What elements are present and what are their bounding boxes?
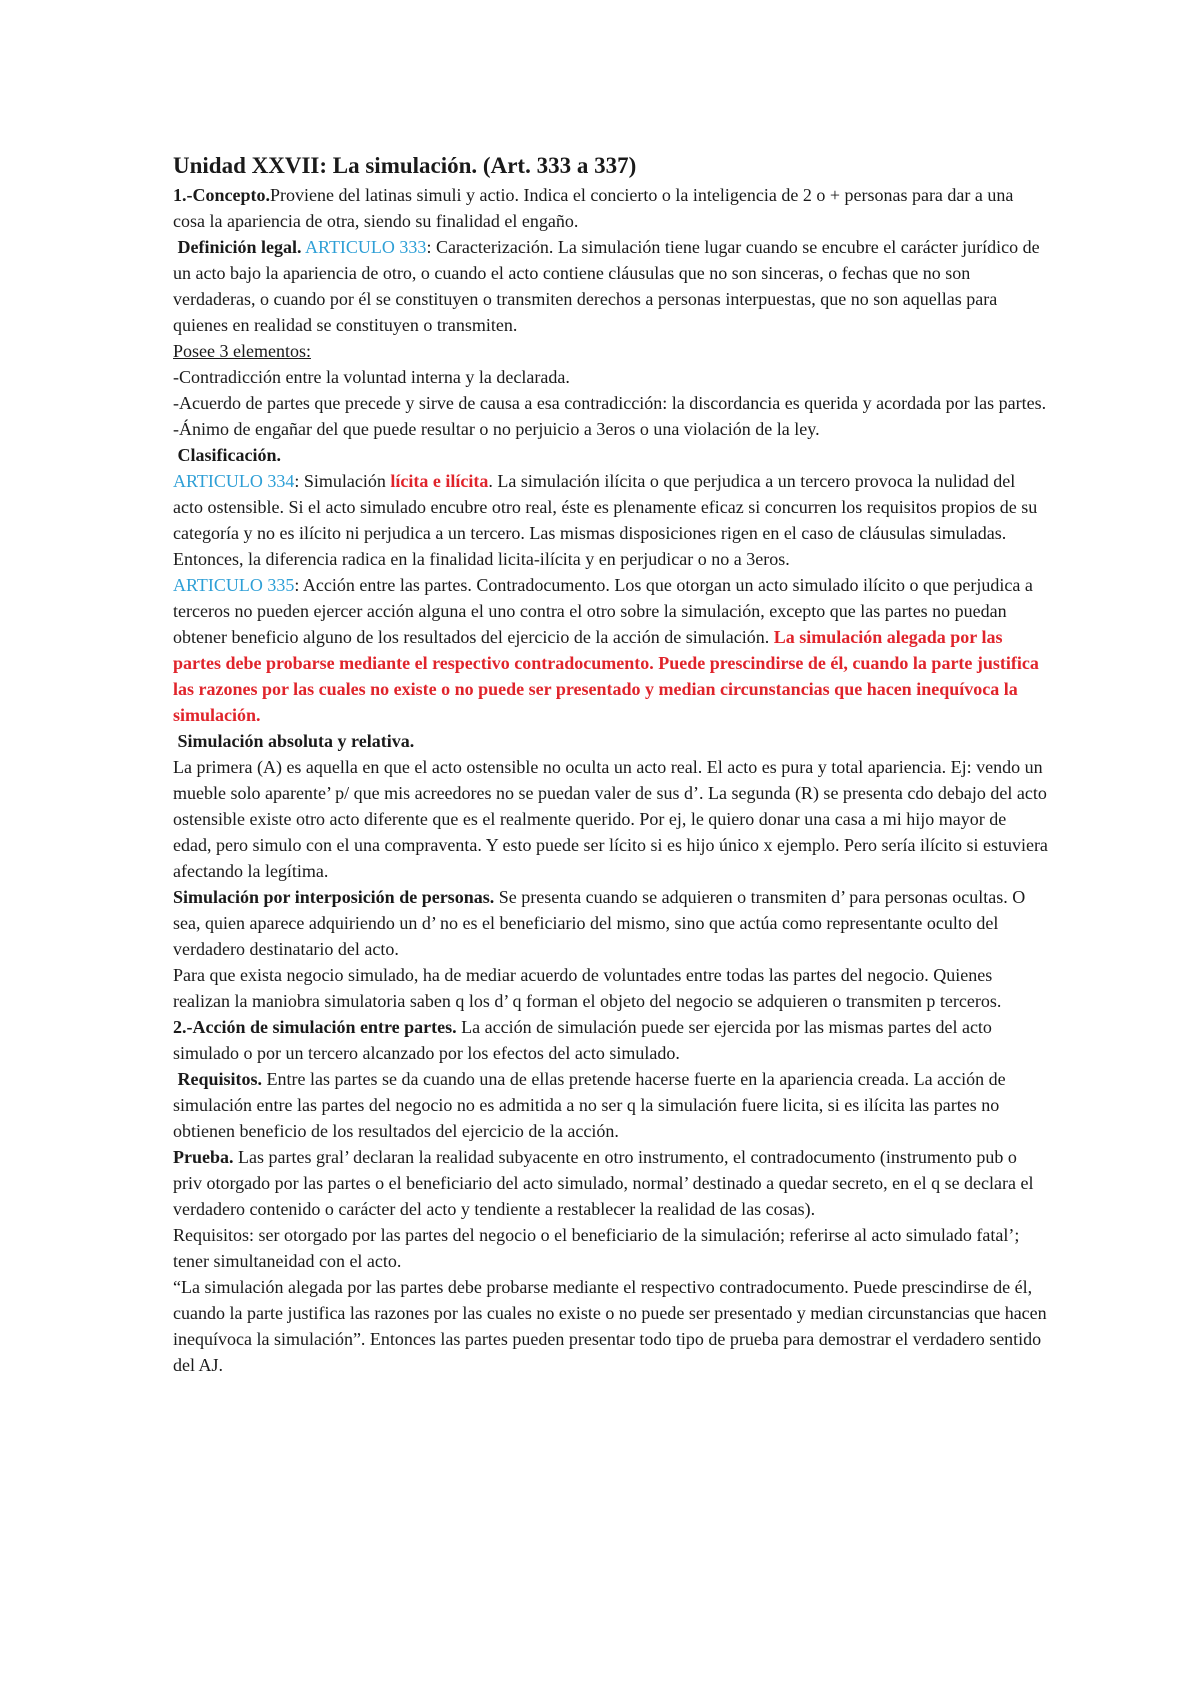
paragraph-article-335	[173, 572, 1048, 728]
clasificacion-heading	[173, 442, 1048, 468]
paragraph-absoluta: La primera (A) es aquella en que el acto ostensible no oculta un acto real. El acto es pura y total apariencia. Ej: vendo un mueble solo aparente’ p/ que mis acreedores no se puedan valer de sus d’. La segunda (R) se presenta cdo debajo del acto ostensible existe otro acto diferente que es el realmente querido. Por ej, le quiero donar una casa a mi hijo mayor de edad, pero simulo con el una compraventa. Y esto puede ser lícito si es hijo único x ejemplo. Pero sería ilícito si estuviera afectando la legítima.	[173, 757, 1048, 881]
prueba-label: Prueba.	[173, 1147, 234, 1167]
elemento-item-3: -Ánimo de engañar del que puede resultar o no perjuicio a 3eros o una violación de la ley.	[173, 419, 820, 439]
paragraph-interposicion	[173, 884, 1048, 962]
paragraph-requisitos	[173, 1066, 1048, 1144]
accion-text: La acción de simulación puede ser ejercida por las mismas partes del acto simulado o por un tercero alcanzado por los efectos del acto simulado.	[173, 1017, 992, 1063]
paragraph-article-334	[173, 468, 1048, 546]
contradocumento-emphasis: La simulación alegada por las partes debe probarse mediante el respectivo contradocumento. Puede prescindirse de él, cuando la parte justifica las razones por las cuales no existe o no puede ser presentado y median circunstancias que hacen inequívoca la simulación.	[173, 627, 1039, 725]
article-334-pre: : Simulación	[294, 471, 391, 491]
paragraph-concepto	[173, 182, 1048, 234]
definicion-label: Definición legal.	[177, 237, 302, 257]
requisitos-label: Requisitos.	[177, 1069, 263, 1089]
article-334-text: . La simulación ilícita o que perjudica a un tercero provoca la nulidad del acto ostensible. Si el acto simulado encubre otro real, éste es plenamente eficaz si concurren los requisitos propios de su categoría y no es ilícito ni perjudica a un tercero. Las mismas disposiciones rigen en el caso de cláusulas simuladas.	[173, 471, 1038, 543]
prueba-text: Las partes gral’ declaran la realidad subyacente en otro instrumento, el contradocumento (instrumento pub o priv otorgado por las partes o el beneficiario del acto simulado, normal’ destinado a quedar secreto, en el q se declara el verdadero contenido o carácter del acto y tendiente a restablecer la realidad de las cosas).	[173, 1147, 1034, 1219]
definicion-text: : Caracterización. La simulación tiene lugar cuando se encubre el carácter jurídico de un acto bajo la apariencia de otro, o cuando el acto contiene cláusulas que no son sinceras, o fechas que no son verdaderas, o cuando por él se constituyen o transmiten derechos a personas interpuestas, que no son aquellas para quienes en realidad se constituyen o transmiten.	[173, 237, 1040, 335]
elemento-item-1: -Contradicción entre la voluntad interna y la declarada.	[173, 367, 570, 387]
document-title: Unidad XXVII: La simulación. (Art. 333 a 337)	[173, 153, 637, 178]
requisitos-text: Entre las partes se da cuando una de ellas pretende hacerse fuerte en la apariencia creada. La acción de simulación entre las partes del negocio no es admitida a no ser q la simulación fuere licita, si es ilícita las partes no obtienen beneficio de los resultados del ejercicio de la acción.	[173, 1069, 1006, 1141]
paragraph-prueba	[173, 1144, 1048, 1222]
interposicion-label: Simulación por interposición de personas.	[173, 887, 495, 907]
paragraph-entonces: Entonces, la diferencia radica en la finalidad licita-ilícita y en perjudicar o no a 3eros.	[173, 549, 790, 569]
paragraph-negocio-simulado: Para que exista negocio simulado, ha de mediar acuerdo de voluntades entre todas las partes del negocio. Quienes realizan la maniobra simulatoria saben q los d’ q forman el objeto del negocio se adquieren o transmiten p terceros.	[173, 965, 1002, 1011]
elementos-heading: Posee 3 elementos:	[173, 341, 311, 361]
clasificacion-label: Clasificación.	[177, 445, 281, 465]
concepto-text: Proviene del latinas simuli y actio. Indica el concierto o la inteligencia de 2 o + personas para dar a una cosa la apariencia de otra, siendo su finalidad el engaño.	[173, 185, 1014, 231]
absoluta-label: Simulación absoluta y relativa.	[177, 731, 415, 751]
concepto-label: 1.-Concepto.	[173, 185, 270, 205]
accion-label: 2.-Acción de simulación entre partes.	[173, 1017, 457, 1037]
absoluta-heading	[173, 728, 1048, 754]
paragraph-quote: “La simulación alegada por las partes debe probarse mediante el respectivo contradocumento. Puede prescindirse de él, cuando la parte justifica las razones por las cuales no existe o no puede ser presentado y median circunstancias que hacen inequívoca la simulación”. Entonces las partes pueden presentar todo tipo de prueba para demostrar el verdadero sentido del AJ.	[173, 1277, 1047, 1375]
paragraph-prueba-requisitos: Requisitos: ser otorgado por las partes del negocio o el beneficiario de la simulación; referirse al acto simulado fatal’; tener simultaneidad con el acto.	[173, 1225, 1020, 1271]
licita-ilicita-emphasis: lícita e ilícita	[390, 471, 489, 491]
article-334-link[interactable]: ARTICULO 334	[173, 471, 295, 491]
article-335-text: : Acción entre las partes. Contradocumento. Los que otorgan un acto simulado ilícito o que perjudica a terceros no pueden ejercer acción alguna el uno contra el otro sobre la simulación, excepto que las partes no puedan obtener beneficio alguno de los resultados del ejercicio de la acción de simulación.	[173, 575, 1033, 647]
article-335-link[interactable]: ARTICULO 335	[173, 575, 295, 595]
elemento-item-2: -Acuerdo de partes que precede y sirve de causa a esa contradicción: la discordancia es querida y acordada por las partes.	[173, 393, 1047, 413]
interposicion-text: Se presenta cuando se adquieren o transmiten d’ para personas ocultas. O sea, quien aparece adquiriendo un d’ no es el beneficiario del mismo, sino que actúa como representante oculto del verdadero destinatario del acto.	[173, 887, 1026, 959]
paragraph-accion	[173, 1014, 1048, 1066]
paragraph-definicion	[173, 234, 1048, 338]
article-333-link[interactable]: ARTICULO 333	[305, 237, 427, 257]
document-body	[173, 150, 1048, 1378]
